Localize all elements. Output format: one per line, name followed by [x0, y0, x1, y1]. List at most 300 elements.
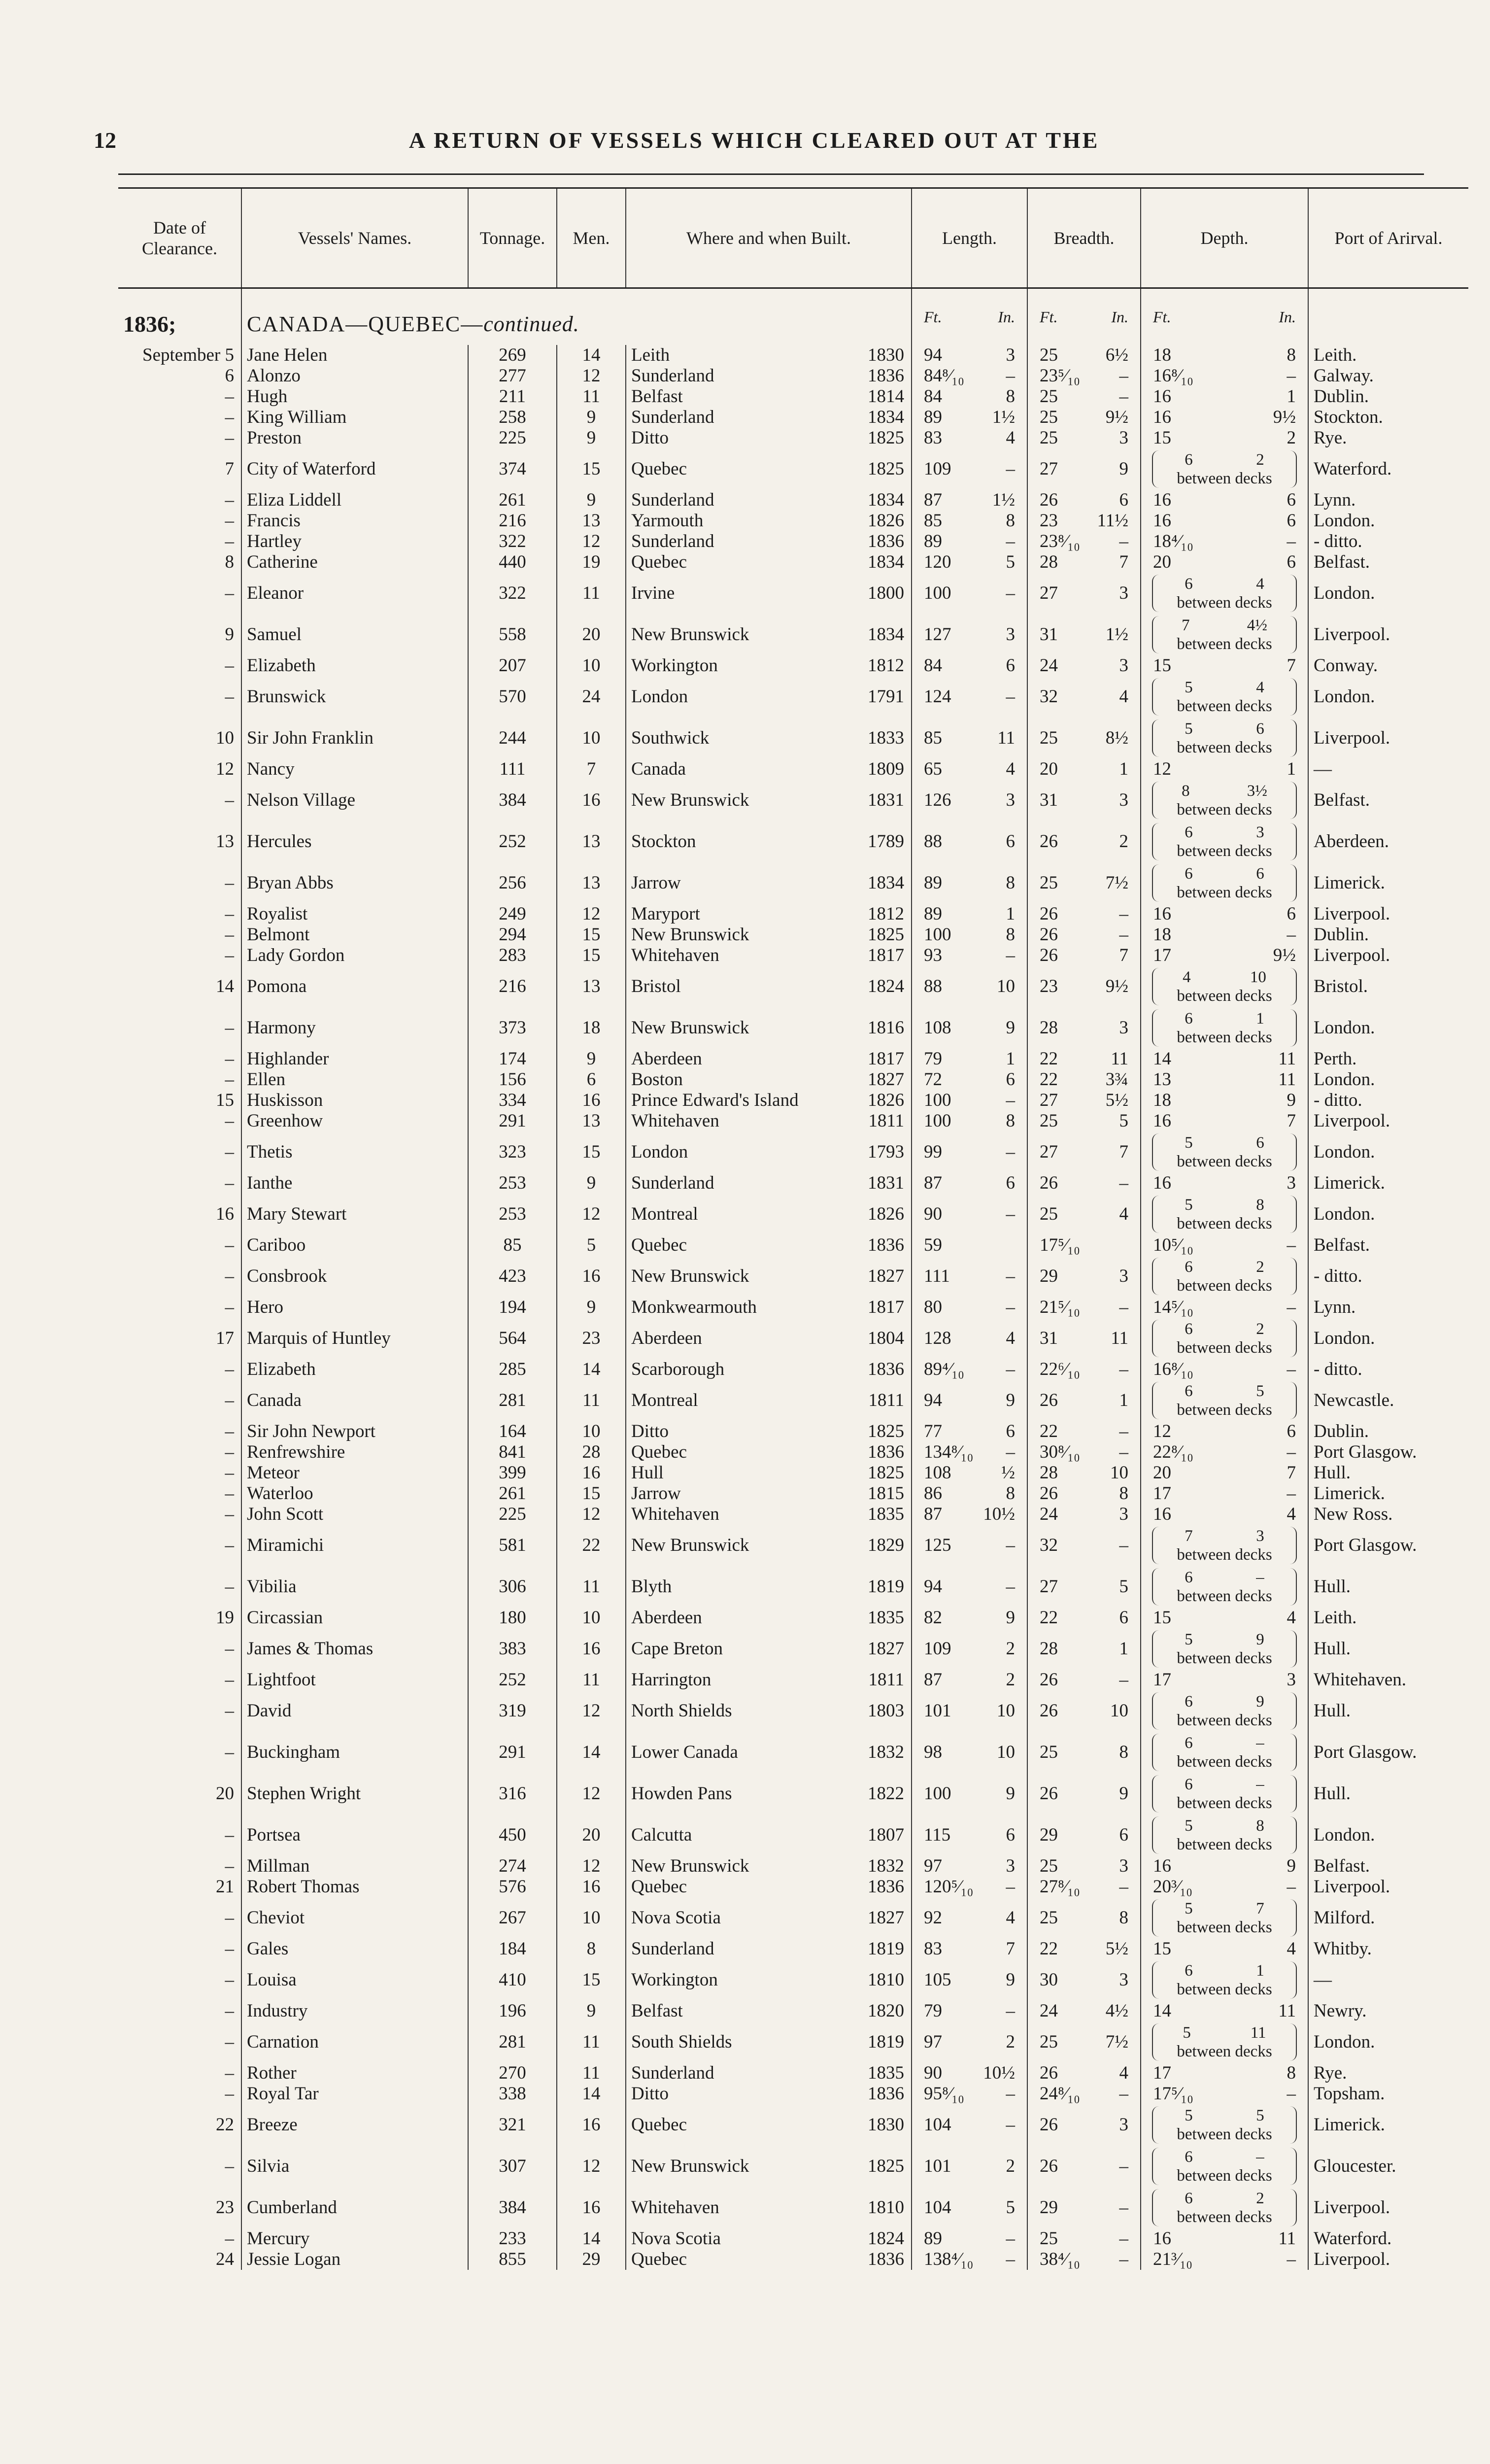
build-year: 1834	[868, 624, 904, 645]
breadth-in: –	[1119, 366, 1128, 386]
where-built	[626, 1483, 912, 1504]
build-place: Ditto	[631, 1421, 669, 1441]
length	[912, 614, 1027, 655]
men: 11	[557, 1670, 626, 1690]
build-year: 1791	[868, 686, 904, 707]
length-ft: 87	[924, 1504, 942, 1524]
build-place: Quebec	[631, 1877, 687, 1897]
between-decks-depth	[1152, 1009, 1297, 1047]
port-of-arrival: Waterford.	[1308, 2228, 1468, 2249]
length	[912, 655, 1027, 676]
length	[912, 862, 1027, 904]
length-in: –	[1006, 1359, 1015, 1379]
depth	[1141, 718, 1308, 759]
build-place: Prince Edward's Island	[631, 1090, 799, 1110]
depth-ft: 10⁵⁄₁₀	[1153, 1235, 1193, 1255]
breadth	[1027, 924, 1141, 945]
between-decks-depth	[1152, 719, 1297, 757]
table-row	[118, 2249, 1468, 2270]
depth-in: 5	[1256, 1382, 1264, 1400]
tonnage: 383	[468, 1628, 557, 1670]
build-place: Scarborough	[631, 1359, 725, 1379]
depth-in: 11	[1278, 1049, 1296, 1069]
breadth	[1027, 1856, 1141, 1877]
depth-in: 3	[1287, 1173, 1296, 1193]
vessel-name: Cariboo	[241, 1235, 468, 1256]
clearance-date: –	[225, 1463, 234, 1483]
depth-in: 11	[1278, 2228, 1296, 2249]
between-decks-label: between decks	[1177, 2125, 1272, 2143]
build-place: Sunderland	[631, 1173, 714, 1193]
vessel-name: Millman	[241, 1856, 468, 1877]
depth-in: 11	[1250, 2024, 1266, 2042]
tonnage: 334	[468, 1090, 557, 1111]
length-ft: 124	[924, 686, 951, 707]
breadth-in: 1	[1119, 1390, 1128, 1410]
clearance-date: –	[225, 2156, 234, 2176]
port-of-arrival: Topsham.	[1308, 2084, 1468, 2104]
build-place: Whitehaven	[631, 945, 719, 965]
length-ft: 83	[924, 428, 942, 448]
depth	[1141, 386, 1308, 407]
table-row	[118, 780, 1468, 821]
build-year: 1815	[868, 1483, 904, 1504]
col-name: Vessels' Names.	[241, 188, 468, 288]
men: 15	[557, 924, 626, 945]
breadth-in: –	[1119, 2228, 1128, 2249]
breadth	[1027, 1939, 1141, 1959]
vessel-name: Sir John Newport	[241, 1421, 468, 1442]
length-in: 10½	[983, 2063, 1015, 2083]
vessel-name: Consbrook	[241, 1256, 468, 1297]
breadth-ft: 29	[1040, 1825, 1058, 1845]
length	[912, 386, 1027, 407]
clearance-date: –	[225, 1069, 234, 1090]
men: 10	[557, 1421, 626, 1442]
table-row	[118, 1297, 1468, 1318]
between-decks-label: between decks	[1177, 1918, 1272, 1936]
length-in: –	[1006, 1142, 1015, 1162]
breadth	[1027, 1049, 1141, 1069]
vessel-name: Eliza Liddell	[241, 490, 468, 511]
clearance-date: –	[225, 1142, 234, 1162]
breadth-in: 11½	[1097, 511, 1128, 531]
build-place: New Brunswick	[631, 1535, 749, 1555]
length	[912, 366, 1027, 386]
depth-ft: 6	[1185, 1382, 1193, 1400]
men: 14	[557, 2228, 626, 2249]
breadth-ft: 26	[1040, 2156, 1058, 2176]
length-ft: 108	[924, 1018, 951, 1038]
col-breadth: Breadth.	[1027, 188, 1141, 288]
depth-in: –	[1256, 1734, 1264, 1752]
clearance-date: 9	[225, 624, 234, 645]
build-year: 1835	[868, 1504, 904, 1524]
length	[912, 1090, 1027, 1111]
depth-in: –	[1287, 1483, 1296, 1504]
build-year: 1809	[868, 759, 904, 779]
breadth-ft: 26	[1040, 2063, 1058, 2083]
tonnage: 261	[468, 1483, 557, 1504]
depth	[1141, 1090, 1308, 1111]
depth	[1141, 1442, 1308, 1463]
depth	[1141, 1856, 1308, 1877]
build-year: 1825	[868, 1421, 904, 1441]
table-row	[118, 1608, 1468, 1628]
length-ft: 128	[924, 1328, 951, 1348]
depth-in: –	[1287, 1442, 1296, 1462]
breadth-in: –	[1119, 1535, 1128, 1555]
length	[912, 407, 1027, 428]
tonnage: 384	[468, 780, 557, 821]
build-place: Maryport	[631, 904, 700, 924]
depth-ft: 16	[1153, 511, 1171, 531]
length-ft: 65	[924, 759, 942, 779]
length	[912, 945, 1027, 966]
length	[912, 531, 1027, 552]
tonnage: 261	[468, 490, 557, 511]
clearance-date: –	[225, 1049, 234, 1069]
build-year: 1830	[868, 345, 904, 365]
port-of-arrival: —	[1308, 1959, 1468, 2001]
length-in: 4	[1006, 1328, 1015, 1348]
between-decks-depth	[1152, 1961, 1297, 1999]
port-of-arrival: Dublin.	[1308, 1421, 1468, 1442]
breadth-ft: 26	[1040, 2115, 1058, 2135]
breadth-ft: 25	[1040, 2228, 1058, 2249]
vessel-name: King William	[241, 407, 468, 428]
length-ft: 93	[924, 945, 942, 965]
vessel-name: Hartley	[241, 531, 468, 552]
where-built	[626, 448, 912, 490]
depth-ft: 18	[1153, 345, 1171, 365]
depth	[1141, 924, 1308, 945]
clearance-date: –	[225, 490, 234, 510]
length-in: 5	[1006, 2197, 1015, 2218]
length	[912, 2228, 1027, 2249]
vessel-name: Louisa	[241, 1959, 468, 2001]
breadth	[1027, 428, 1141, 448]
breadth	[1027, 2187, 1141, 2228]
where-built	[626, 1628, 912, 1670]
table-row	[118, 924, 1468, 945]
build-year: 1810	[868, 2197, 904, 2218]
table-row	[118, 1525, 1468, 1566]
length	[912, 1773, 1027, 1814]
vessel-name: Eleanor	[241, 573, 468, 614]
vessel-name: Marquis of Huntley	[241, 1318, 468, 1359]
build-year: 1830	[868, 2115, 904, 2135]
men: 18	[557, 1007, 626, 1049]
length-ft: 87	[924, 490, 942, 510]
port-of-arrival: Rye.	[1308, 2063, 1468, 2084]
vessel-name: Harmony	[241, 1007, 468, 1049]
breadth	[1027, 2001, 1141, 2021]
length	[912, 552, 1027, 573]
where-built	[626, 1069, 912, 1090]
depth-ft: 12	[1153, 759, 1171, 779]
col-tonnage: Tonnage.	[468, 188, 557, 288]
build-place: New Brunswick	[631, 924, 749, 945]
table-row	[118, 1897, 1468, 1939]
length	[912, 1608, 1027, 1628]
table-row	[118, 759, 1468, 780]
length	[912, 2021, 1027, 2063]
clearance-date: 24	[216, 2249, 234, 2269]
depth	[1141, 1732, 1308, 1773]
length-in: 9	[1006, 1783, 1015, 1804]
depth-ft: 15	[1153, 1939, 1171, 1959]
breadth-ft: 26	[1040, 904, 1058, 924]
breadth	[1027, 1504, 1141, 1525]
depth	[1141, 531, 1308, 552]
tonnage: 225	[468, 428, 557, 448]
between-decks-depth	[1152, 575, 1297, 612]
build-year: 1836	[868, 366, 904, 386]
between-decks-depth	[1152, 1630, 1297, 1668]
build-year: 1825	[868, 924, 904, 945]
table-row	[118, 2146, 1468, 2187]
port-of-arrival: Dublin.	[1308, 386, 1468, 407]
between-decks-depth	[1152, 2189, 1297, 2226]
vessel-name: Greenhow	[241, 1111, 468, 1131]
build-place: Quebec	[631, 2249, 687, 2269]
length	[912, 1442, 1027, 1463]
length-in: 6	[1006, 655, 1015, 676]
depth-ft: 6	[1185, 1258, 1193, 1276]
breadth	[1027, 1131, 1141, 1173]
port-of-arrival: Dublin.	[1308, 924, 1468, 945]
depth	[1141, 448, 1308, 490]
where-built	[626, 1959, 912, 2001]
port-of-arrival: Leith.	[1308, 1608, 1468, 1628]
build-year: 1832	[868, 1856, 904, 1876]
breadth	[1027, 1069, 1141, 1090]
men: 16	[557, 1090, 626, 1111]
clearance-date: 20	[216, 1783, 234, 1804]
depth-ft: 8	[1182, 782, 1190, 800]
length-ft: 134⁸⁄₁₀	[924, 1442, 974, 1462]
clearance-date: 22	[216, 2115, 234, 2135]
port-of-arrival: London.	[1308, 676, 1468, 718]
length	[912, 1297, 1027, 1318]
length-in: –	[1006, 1297, 1015, 1317]
where-built	[626, 386, 912, 407]
breadth-in: 9½	[1105, 407, 1128, 427]
port-of-arrival: Hull.	[1308, 1566, 1468, 1608]
length	[912, 1049, 1027, 1069]
vessel-name: Mercury	[241, 2228, 468, 2249]
where-built	[626, 821, 912, 862]
where-built	[626, 1256, 912, 1297]
depth-ft: 16	[1153, 1173, 1171, 1193]
where-built	[626, 1442, 912, 1463]
tonnage: 384	[468, 2187, 557, 2228]
breadth	[1027, 448, 1141, 490]
table-row	[118, 2084, 1468, 2104]
tonnage: 281	[468, 1380, 557, 1421]
breadth-ft: 28	[1040, 1639, 1058, 1659]
between-decks-label: between decks	[1177, 1711, 1272, 1729]
clearance-date: –	[225, 1639, 234, 1659]
breadth	[1027, 614, 1141, 655]
length-ft: 99	[924, 1142, 942, 1162]
between-decks-label: between decks	[1177, 1401, 1272, 1419]
between-decks-depth	[1152, 1568, 1297, 1606]
table-row	[118, 2001, 1468, 2021]
port-of-arrival: Liverpool.	[1308, 1877, 1468, 1897]
men: 15	[557, 1959, 626, 2001]
length-in: 6	[1006, 831, 1015, 852]
build-year: 1803	[868, 1701, 904, 1721]
men: 16	[557, 2187, 626, 2228]
length-in: –	[1006, 686, 1015, 707]
length	[912, 2001, 1027, 2021]
tonnage: 233	[468, 2228, 557, 2249]
depth	[1141, 904, 1308, 924]
depth-in: 4½	[1247, 616, 1267, 634]
build-year: 1810	[868, 1970, 904, 1990]
tonnage: 283	[468, 945, 557, 966]
men: 12	[557, 1856, 626, 1877]
breadth-in: 1	[1119, 1639, 1128, 1659]
depth-in: 7	[1287, 655, 1296, 676]
breadth-ft: 31	[1040, 624, 1058, 645]
between-decks-label: between decks	[1177, 1277, 1272, 1295]
table-row	[118, 511, 1468, 531]
table-row	[118, 2063, 1468, 2084]
breadth	[1027, 966, 1141, 1007]
port-of-arrival: Port Glasgow.	[1308, 1732, 1468, 1773]
build-year: 1817	[868, 945, 904, 965]
build-place: Boston	[631, 1069, 683, 1090]
men: 15	[557, 1483, 626, 1504]
depth-in: –	[1256, 1569, 1264, 1586]
length-ft: 94	[924, 1390, 942, 1410]
depth-in: 5	[1256, 2107, 1264, 2124]
men: 13	[557, 1111, 626, 1131]
clearance-date: –	[225, 583, 234, 603]
clearance-date: –	[225, 1266, 234, 1286]
breadth-in: 6	[1119, 490, 1128, 510]
length	[912, 821, 1027, 862]
length-in: 1½	[992, 407, 1015, 427]
depth-in: 10	[1250, 968, 1266, 986]
breadth	[1027, 1525, 1141, 1566]
build-place: Quebec	[631, 2115, 687, 2135]
depth-ft: 6	[1185, 451, 1193, 469]
breadth-ft: 25	[1040, 1204, 1058, 1224]
length-in: –	[1006, 531, 1015, 551]
table-row	[118, 490, 1468, 511]
men: 12	[557, 531, 626, 552]
depth-in: 1	[1256, 1962, 1264, 1980]
length-in: 9	[1006, 1390, 1015, 1410]
length	[912, 2063, 1027, 2084]
build-place: Montreal	[631, 1390, 698, 1410]
length	[912, 1069, 1027, 1090]
breadth-ft: 22	[1040, 1608, 1058, 1628]
port-of-arrival: Port Glasgow.	[1308, 1442, 1468, 1463]
where-built	[626, 655, 912, 676]
build-year: 1826	[868, 511, 904, 531]
tonnage: 277	[468, 366, 557, 386]
depth-ft: 7	[1182, 616, 1190, 634]
build-place: Workington	[631, 1970, 718, 1990]
length	[912, 1504, 1027, 1525]
breadth-ft: 23	[1040, 511, 1058, 531]
vessel-name: John Scott	[241, 1504, 468, 1525]
breadth-in: 7	[1119, 1142, 1128, 1162]
clearance-date: 10	[216, 728, 234, 748]
breadth-ft: 22	[1040, 1939, 1058, 1959]
clearance-date: –	[225, 386, 234, 407]
length-in: –	[1006, 1266, 1015, 1286]
depth-ft: 16	[1153, 1504, 1171, 1524]
between-decks-label: between decks	[1177, 884, 1272, 901]
build-year: 1835	[868, 1608, 904, 1628]
breadth-ft: 17⁵⁄₁₀	[1040, 1235, 1080, 1255]
depth	[1141, 2104, 1308, 2146]
build-year: 1826	[868, 1204, 904, 1224]
depth	[1141, 1483, 1308, 1504]
where-built	[626, 1690, 912, 1732]
tonnage: 338	[468, 2084, 557, 2104]
depth	[1141, 1628, 1308, 1670]
depth	[1141, 2187, 1308, 2228]
men: 29	[557, 2249, 626, 2270]
unit-in: In.	[1111, 308, 1128, 326]
table-row	[118, 1939, 1468, 1959]
depth	[1141, 2063, 1308, 2084]
tonnage: 423	[468, 1256, 557, 1297]
men: 10	[557, 1608, 626, 1628]
between-decks-depth	[1152, 1196, 1297, 1233]
length-in: 2	[1006, 2032, 1015, 2052]
depth-ft: 5	[1185, 1134, 1193, 1152]
build-place: Nova Scotia	[631, 2228, 721, 2249]
clearance-date: –	[225, 655, 234, 676]
breadth-in: 3	[1119, 583, 1128, 603]
length-ft: 94	[924, 345, 942, 365]
tonnage: 399	[468, 1463, 557, 1483]
port-of-arrival: Lynn.	[1308, 1297, 1468, 1318]
breadth	[1027, 1670, 1141, 1690]
breadth	[1027, 821, 1141, 862]
clearance-date: –	[225, 1856, 234, 1876]
depth	[1141, 1959, 1308, 2001]
vessel-name: Ellen	[241, 1069, 468, 1090]
build-year: 1827	[868, 1908, 904, 1928]
breadth-in: 10	[1110, 1701, 1128, 1721]
clearance-date: –	[225, 1421, 234, 1441]
build-place: Sunderland	[631, 1939, 714, 1959]
depth	[1141, 1608, 1308, 1628]
depth-ft: 14	[1153, 1049, 1171, 1069]
where-built	[626, 428, 912, 448]
depth-ft: 17	[1153, 2063, 1171, 2083]
breadth-ft: 24	[1040, 2001, 1058, 2021]
build-year: 1824	[868, 2228, 904, 2249]
length	[912, 1111, 1027, 1131]
where-built	[626, 1049, 912, 1069]
breadth-in: 4	[1119, 686, 1128, 707]
length-ft: 77	[924, 1421, 942, 1441]
clearance-date: –	[225, 1235, 234, 1255]
build-place: London	[631, 686, 688, 707]
depth-ft: 6	[1185, 823, 1193, 841]
tonnage: 558	[468, 614, 557, 655]
